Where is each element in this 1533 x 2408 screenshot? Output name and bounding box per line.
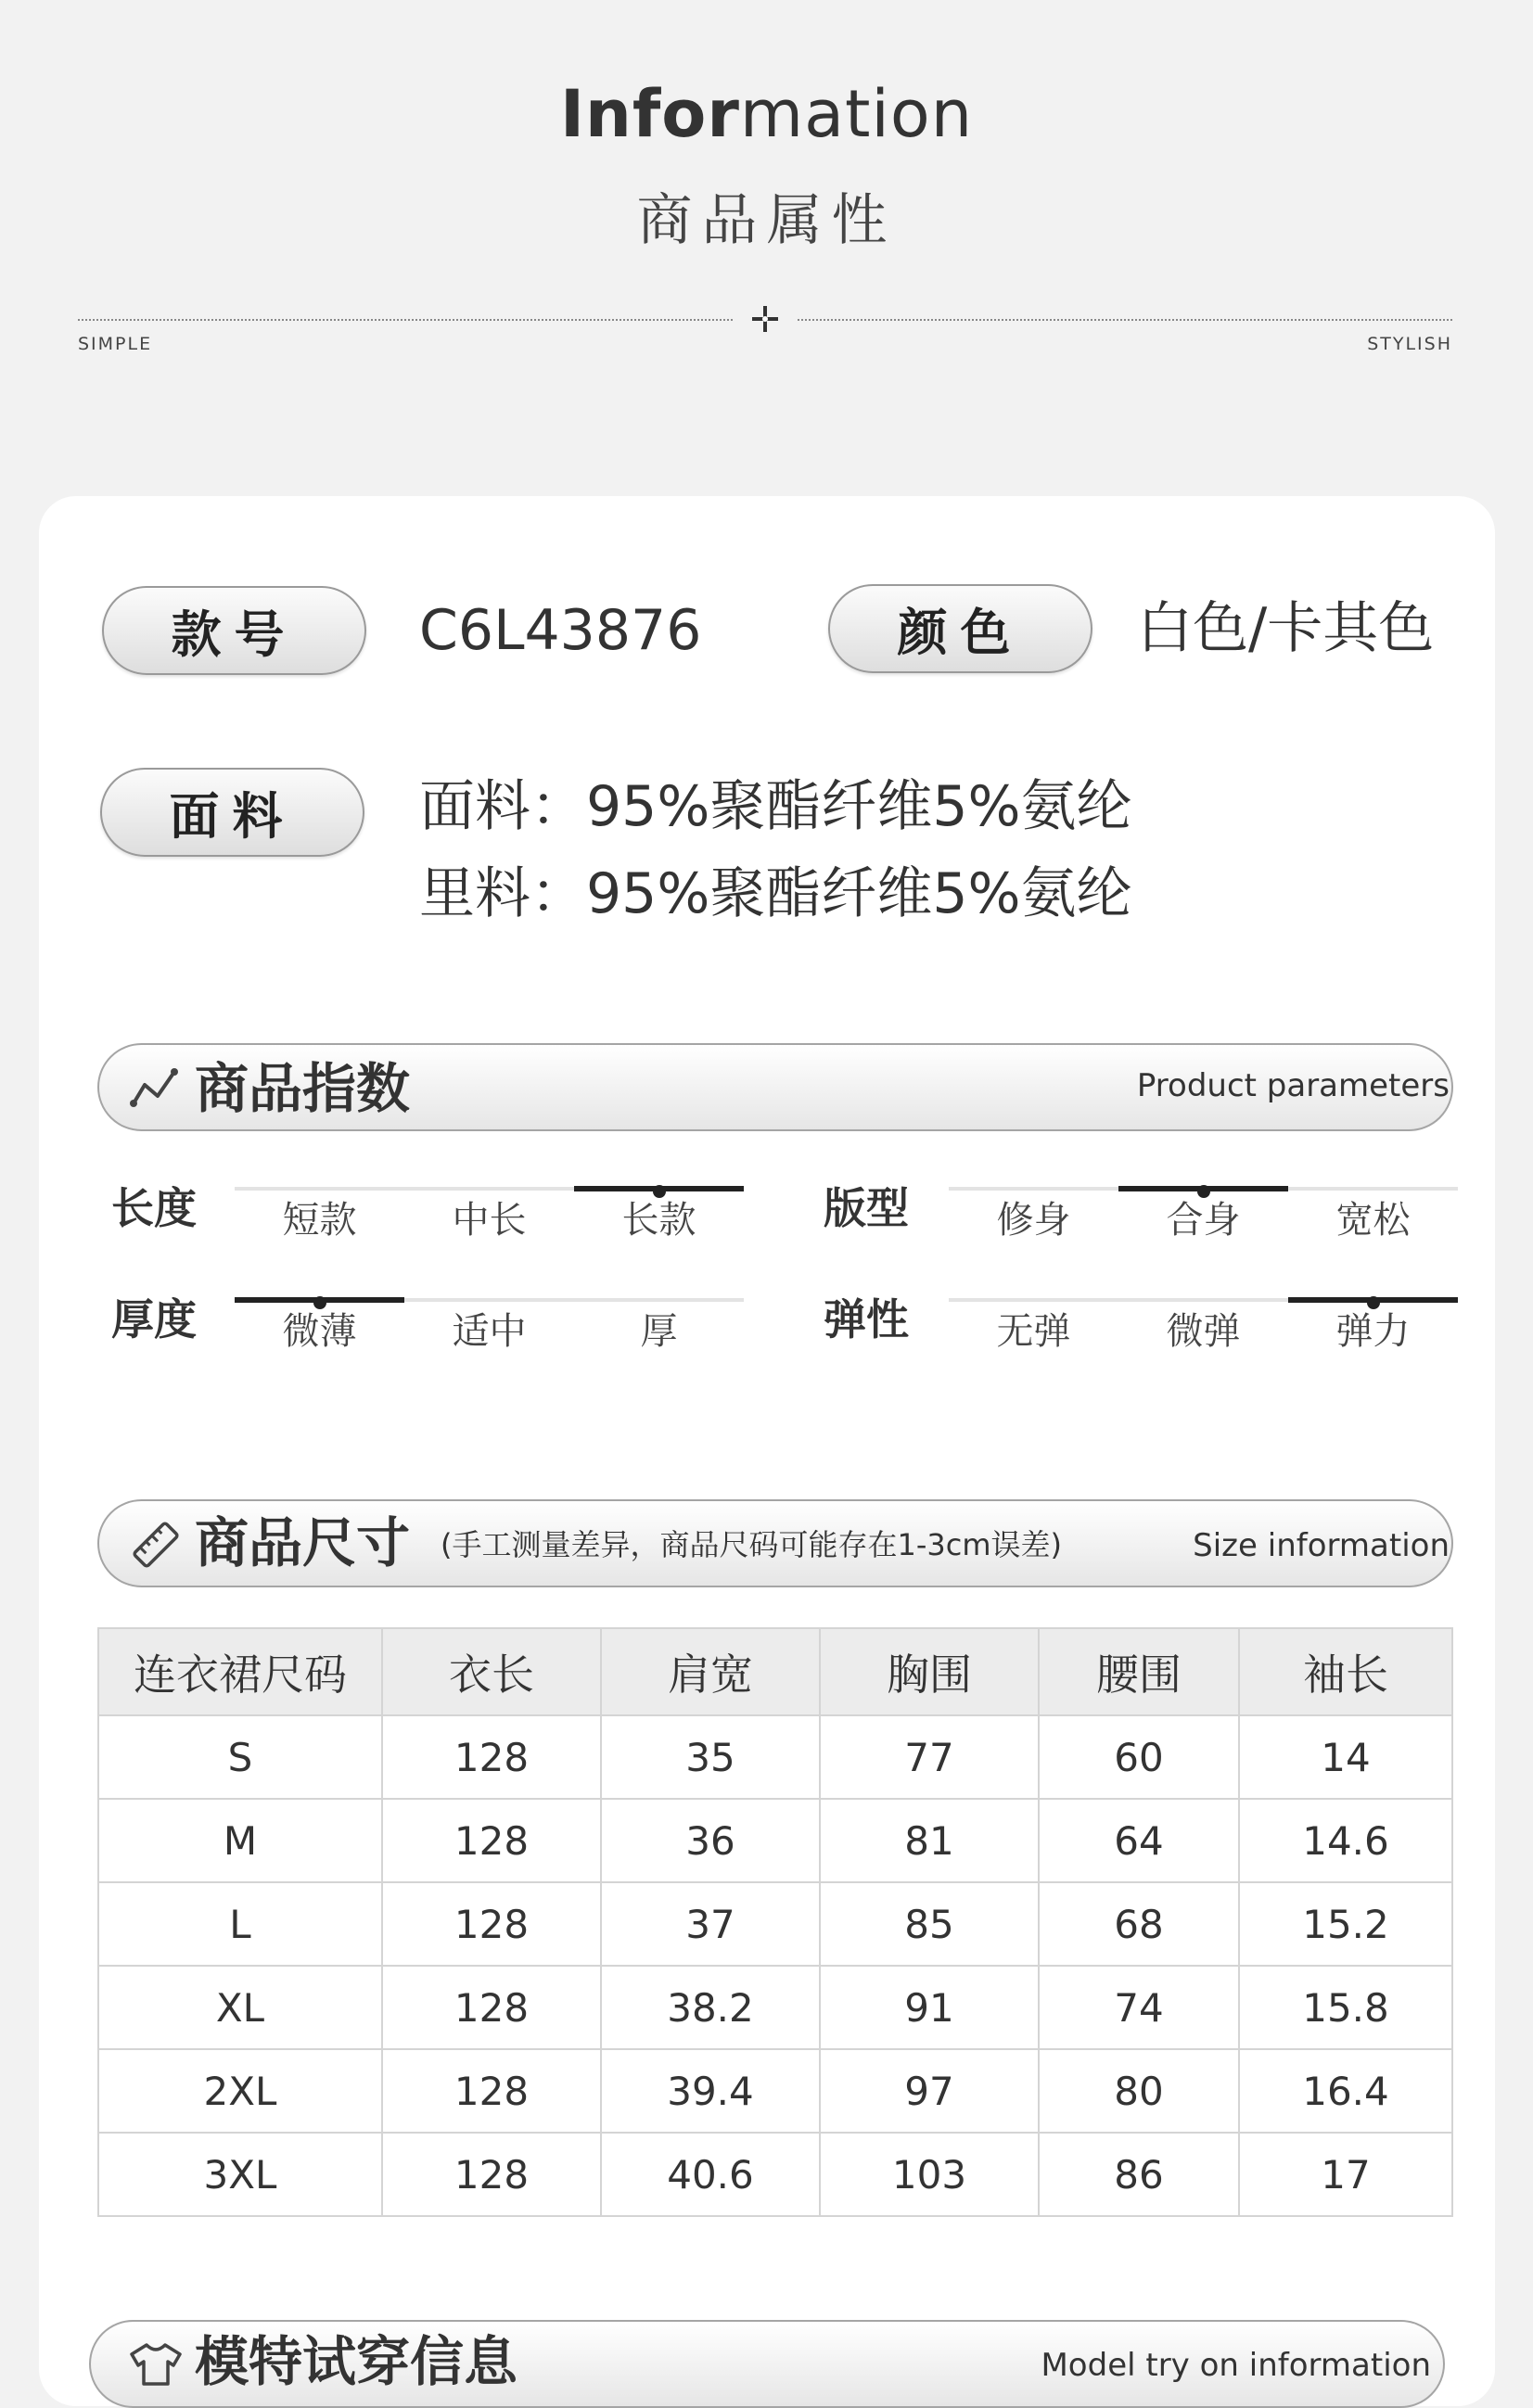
table-row [98,2133,1452,2216]
table-cell: 35 [601,1715,820,1799]
table-cell: 103 [820,2133,1039,2216]
params-section-title: 商品指数 [195,1057,411,1120]
table-cell: 74 [1039,1966,1239,2049]
table-cell: 91 [820,1966,1039,2049]
column-header: 肩宽 [601,1628,820,1715]
column-header: 胸围 [820,1628,1039,1715]
table-cell: 39.4 [601,2049,820,2133]
scale-option-label: 厚 [640,1310,678,1353]
scale-option-selected [235,1298,404,1372]
table-cell: 38.2 [601,1966,820,2049]
scale-option [574,1298,744,1372]
scale-option-selected [574,1187,744,1261]
tag-simple: SIMPLE [78,334,153,354]
tag-stylish: STYLISH [1367,334,1452,354]
param-scale-thickness [235,1298,744,1372]
table-cell: S [98,1715,382,1799]
page-subtitle: 商品属性 [636,188,897,253]
trend-line-icon [130,1066,180,1109]
tshirt-icon [128,2341,184,2388]
scale-option-label: 宽松 [1335,1199,1411,1242]
size-section-note: (手工测量差异，商品尺码可能存在1-3cm误差) [441,1527,1063,1562]
param-label-thickness: 厚度 [111,1294,197,1344]
table-cell: 128 [382,1715,601,1799]
table-cell: 77 [820,1715,1039,1799]
scale-option [949,1298,1118,1372]
table-row [98,1799,1452,1882]
table-cell: 81 [820,1799,1039,1882]
param-label-fit: 版型 [824,1183,909,1233]
scale-option [235,1187,404,1261]
model-section-title: 模特试穿信息 [195,2330,518,2393]
table-cell: 2XL [98,2049,382,2133]
table-cell: 40.6 [601,2133,820,2216]
table-cell: 15.8 [1239,1966,1452,2049]
table-cell: 64 [1039,1799,1239,1882]
params-section-english: Product parameters [1136,1067,1450,1104]
column-header: 腰围 [1039,1628,1239,1715]
table-row [98,1882,1452,1966]
column-header: 袖长 [1239,1628,1452,1715]
page-title-light: mation [739,76,974,152]
table-cell: 97 [820,2049,1039,2133]
scale-option-selected [1118,1187,1288,1261]
param-scale-fit [949,1187,1458,1261]
table-cell: 3XL [98,2133,382,2216]
scale-option-label: 中长 [452,1199,527,1242]
selected-marker-dot [653,1185,666,1198]
table-cell: XL [98,1966,382,2049]
scale-option-label: 短款 [282,1199,357,1242]
scale-option-label: 微弹 [1166,1310,1241,1353]
size-section-english: Size information [1193,1527,1450,1564]
scale-option-label: 无弹 [996,1310,1071,1353]
scale-option-label: 微薄 [282,1310,357,1353]
fabric-lining-value: 里料：95%聚酯纤维5%氨纶 [419,861,1132,926]
table-cell: 14.6 [1239,1799,1452,1882]
table-cell: 60 [1039,1715,1239,1799]
page-title [0,76,1533,152]
table-cell: 86 [1039,2133,1239,2216]
scale-option-selected [1288,1298,1458,1372]
table-cell: 128 [382,1882,601,1966]
param-scale-length [235,1187,744,1261]
model-section-english: Model try on information [1041,2347,1431,2384]
scale-option [1288,1187,1458,1261]
table-cell: 128 [382,1799,601,1882]
page-title-bold: Infor [559,76,740,152]
style-number-label: 款号 [102,586,366,675]
table-cell: 36 [601,1799,820,1882]
divider-left [78,319,733,321]
table-cell: 128 [382,1966,601,2049]
table-cell: 80 [1039,2049,1239,2133]
color-value: 白色/卡其色 [1137,596,1435,661]
table-cell: M [98,1799,382,1882]
fabric-label: 面料 [100,768,364,857]
table-cell: 15.2 [1239,1882,1452,1966]
scale-option-label: 修身 [996,1199,1071,1242]
scale-option-label: 弹力 [1335,1310,1411,1353]
size-section-title: 商品尺寸 [195,1511,411,1574]
column-header: 连衣裙尺码 [98,1628,382,1715]
scale-option-label: 长款 [621,1199,696,1242]
scale-option [1118,1298,1288,1372]
table-cell: 85 [820,1882,1039,1966]
table-cell: 128 [382,2049,601,2133]
param-label-length: 长度 [111,1183,197,1233]
table-cell: 17 [1239,2133,1452,2216]
selected-marker-dot [1197,1185,1210,1198]
fabric-outer-value: 面料：95%聚酯纤维5%氨纶 [419,774,1132,839]
table-row [98,1966,1452,2049]
crosshair-icon [747,300,784,338]
scale-option [404,1187,574,1261]
table-cell: 68 [1039,1882,1239,1966]
size-table [97,1627,1453,2217]
table-cell: 14 [1239,1715,1452,1799]
selected-marker-dot [313,1296,326,1309]
divider-right [798,319,1452,321]
table-cell: 128 [382,2133,601,2216]
table-row [98,2049,1452,2133]
table-cell: 16.4 [1239,2049,1452,2133]
table-header-row [98,1628,1452,1715]
color-label: 颜色 [828,584,1092,673]
table-row [98,1715,1452,1799]
param-label-elasticity: 弹性 [824,1294,909,1344]
scale-option [404,1298,574,1372]
param-scale-elasticity [949,1298,1458,1372]
selected-marker-dot [1367,1296,1380,1309]
scale-option-label: 适中 [452,1310,527,1353]
ruler-icon [130,1519,182,1571]
scale-option-label: 合身 [1166,1199,1241,1242]
scale-option [949,1187,1118,1261]
table-cell: 37 [601,1882,820,1966]
style-number-value: C6L43876 [419,598,702,663]
table-cell: L [98,1882,382,1966]
column-header: 衣长 [382,1628,601,1715]
